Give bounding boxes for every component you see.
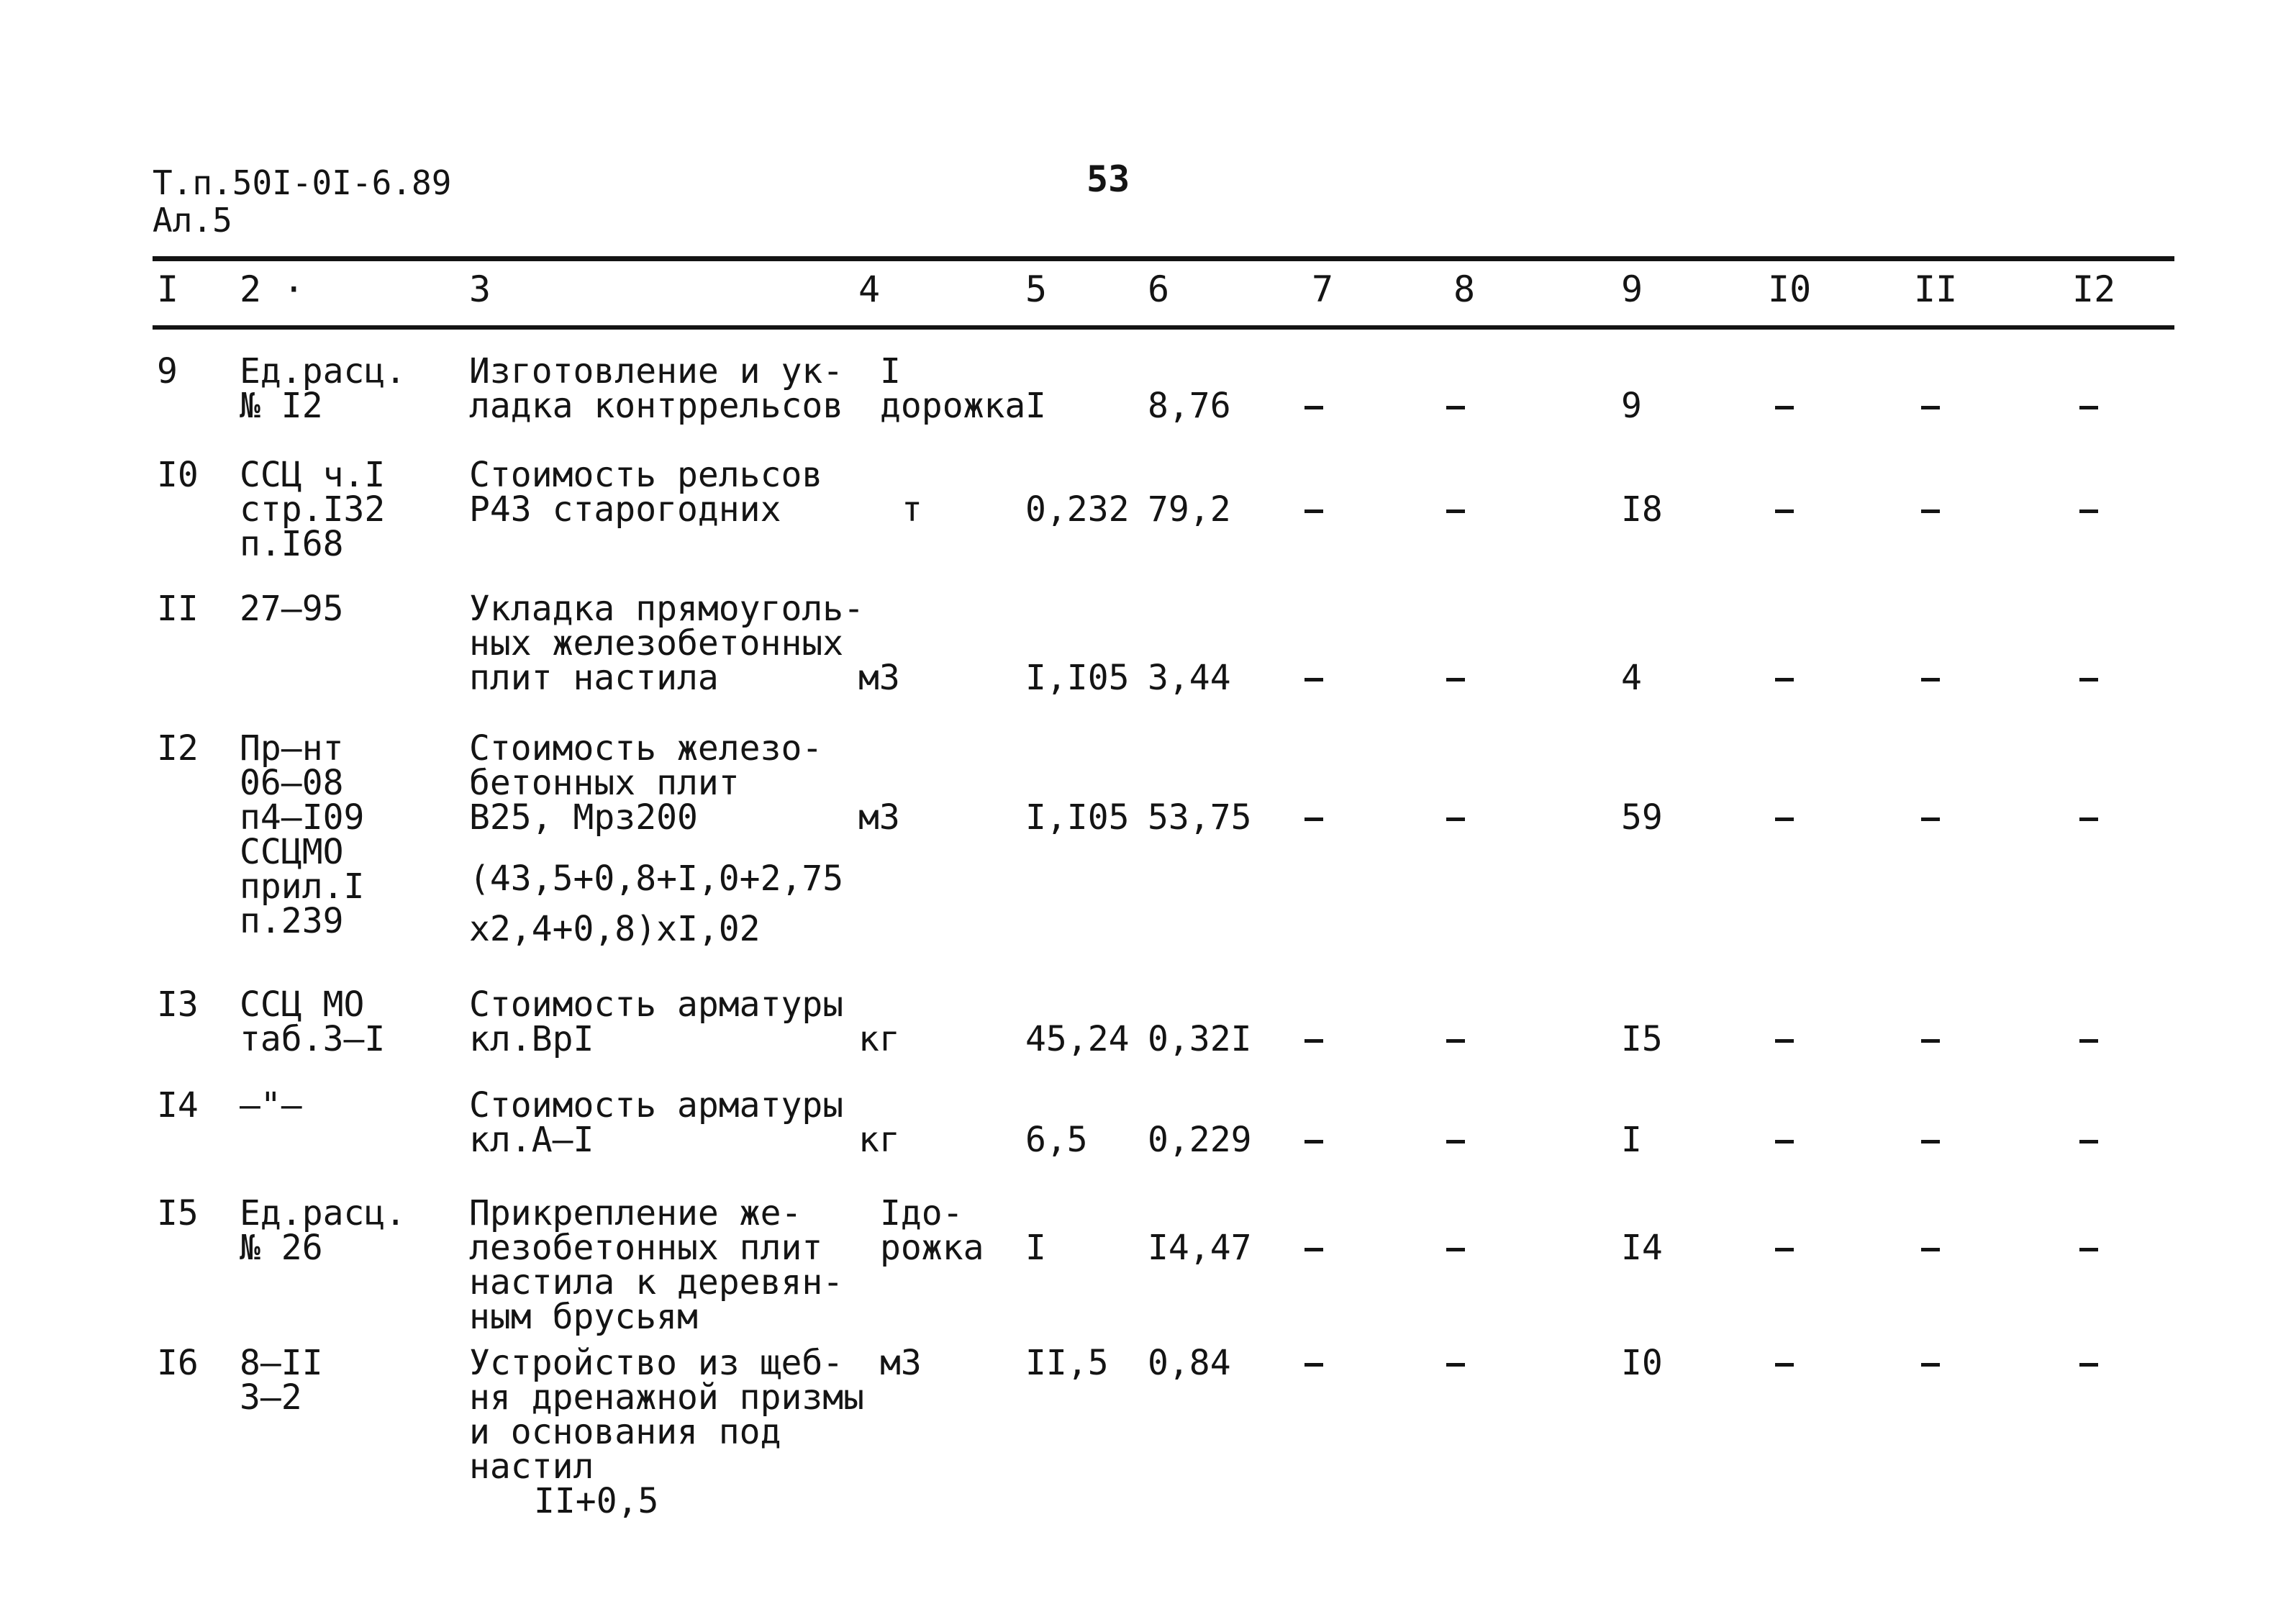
unit-cell: м3 — [880, 1343, 922, 1383]
unit-price-cell: 0,84 — [1148, 1343, 1231, 1383]
unit-price-cell: I4,47 — [1148, 1228, 1252, 1268]
empty-col-11 — [1921, 1363, 1940, 1367]
empty-col-7 — [1304, 1140, 1323, 1143]
column-header-4: 4 — [858, 268, 881, 310]
empty-col-7 — [1304, 509, 1323, 513]
empty-col-8 — [1446, 678, 1465, 681]
unit-cell: т — [902, 489, 922, 530]
formula-cell: II+0,5 — [534, 1481, 659, 1521]
unit-price-cell: 79,2 — [1148, 489, 1231, 530]
work-name-cell: Укладка прямоуголь- ных железобетонных плит настила — [469, 589, 865, 698]
empty-col-10 — [1775, 1140, 1794, 1143]
unit-cell: кг — [858, 1019, 900, 1059]
total-cell: I4 — [1621, 1228, 1663, 1268]
empty-col-8 — [1446, 1039, 1465, 1043]
basis-cell: 27–95 — [240, 589, 344, 629]
total-cell: 59 — [1621, 797, 1663, 838]
empty-col-7 — [1304, 678, 1323, 681]
row-number: I3 — [157, 984, 199, 1025]
column-header-2: 2 · — [240, 268, 305, 310]
work-name-cell: Стоимость арматуры кл.А–I — [469, 1085, 844, 1160]
unit-cell: Iдо- рожка — [880, 1193, 984, 1268]
empty-col-10 — [1775, 1363, 1794, 1367]
basis-cell: Ед.расц. № 26 — [240, 1193, 407, 1268]
empty-col-11 — [1921, 678, 1940, 681]
empty-col-8 — [1446, 509, 1465, 513]
empty-col-12 — [2079, 1140, 2098, 1143]
empty-col-11 — [1921, 1039, 1940, 1043]
column-header-10: I0 — [1768, 268, 1812, 310]
empty-col-12 — [2079, 1363, 2098, 1367]
basis-cell: ССЦ МО таб.3–I — [240, 984, 386, 1059]
column-header-1: I — [157, 268, 179, 310]
unit-cell: м3 — [858, 797, 900, 838]
work-name-cell: Стоимость арматуры кл.ВрI — [469, 984, 844, 1059]
unit-cell: кг — [858, 1120, 900, 1160]
table-top-rule — [153, 256, 2174, 261]
quantity-cell: I,I05 — [1025, 658, 1130, 698]
row-number: I0 — [157, 455, 199, 495]
empty-col-10 — [1775, 817, 1794, 821]
column-header-11: II — [1914, 268, 1958, 310]
empty-col-11 — [1921, 406, 1940, 409]
unit-price-cell: 0,32I — [1148, 1019, 1252, 1059]
unit-price-cell: 8,76 — [1148, 386, 1231, 426]
unit-price-cell: 3,44 — [1148, 658, 1231, 698]
quantity-cell: I,I05 — [1025, 797, 1130, 838]
unit-cell: I дорожка — [880, 351, 1026, 426]
row-number: I5 — [157, 1193, 199, 1233]
empty-col-7 — [1304, 1248, 1323, 1251]
basis-cell: –"– — [240, 1085, 302, 1125]
basis-cell: ССЦ ч.I стр.I32 п.I68 — [240, 455, 386, 564]
quantity-cell: 45,24 — [1025, 1019, 1130, 1059]
total-cell: 9 — [1621, 386, 1642, 426]
empty-col-8 — [1446, 1363, 1465, 1367]
album-number: Ал.5 — [153, 201, 232, 240]
empty-col-11 — [1921, 817, 1940, 821]
row-number: I6 — [157, 1343, 199, 1383]
row-number: 9 — [157, 351, 178, 391]
empty-col-8 — [1446, 1248, 1465, 1251]
column-header-12: I2 — [2072, 268, 2116, 310]
empty-col-12 — [2079, 406, 2098, 409]
total-cell: I0 — [1621, 1343, 1663, 1383]
empty-col-11 — [1921, 1140, 1940, 1143]
column-header-7: 7 — [1312, 268, 1334, 310]
quantity-cell: 0,232 — [1025, 489, 1130, 530]
unit-price-cell: 53,75 — [1148, 797, 1252, 838]
work-name-cell: Прикрепление же- лезобетонных плит настила к деревян- ным брусьям — [469, 1193, 844, 1337]
quantity-cell: 6,5 — [1025, 1120, 1088, 1160]
basis-cell: 8–II 3–2 — [240, 1343, 323, 1418]
work-name-cell: Изготовление и ук- ладка контррельсов — [469, 351, 844, 426]
basis-cell: Ед.расц. № I2 — [240, 351, 407, 426]
quantity-cell: II,5 — [1025, 1343, 1109, 1383]
quantity-cell: I — [1025, 1228, 1046, 1268]
formula-cell: (43,5+0,8+I,0+2,75 х2,4+0,8)хI,02 — [469, 859, 844, 949]
document-code: Т.п.50I-0I-6.89 — [153, 163, 452, 202]
column-header-8: 8 — [1453, 268, 1476, 310]
empty-col-8 — [1446, 817, 1465, 821]
empty-col-12 — [2079, 817, 2098, 821]
column-header-3: 3 — [469, 268, 491, 310]
unit-price-cell: 0,229 — [1148, 1120, 1252, 1160]
empty-col-10 — [1775, 678, 1794, 681]
total-cell: I8 — [1621, 489, 1663, 530]
total-cell: I — [1621, 1120, 1642, 1160]
quantity-cell: I — [1025, 386, 1046, 426]
work-name-cell: Стоимость рельсов Р43 старогодних — [469, 455, 823, 530]
document-reference — [153, 164, 451, 239]
empty-col-11 — [1921, 1248, 1940, 1251]
empty-col-11 — [1921, 509, 1940, 513]
table-header-rule — [153, 325, 2174, 330]
column-header-5: 5 — [1025, 268, 1048, 310]
empty-col-12 — [2079, 1039, 2098, 1043]
empty-col-10 — [1775, 1039, 1794, 1043]
page-number: 53 — [1086, 158, 1130, 200]
empty-col-12 — [2079, 509, 2098, 513]
empty-col-7 — [1304, 1039, 1323, 1043]
work-name-cell: Стоимость железо- бетонных плит В25, Мрз200 — [469, 728, 823, 838]
empty-col-10 — [1775, 509, 1794, 513]
column-header-6: 6 — [1148, 268, 1170, 310]
empty-col-12 — [2079, 678, 2098, 681]
basis-cell: Пр–нт 06–08 п4–I09 ССЦМО прил.I п.239 — [240, 728, 365, 941]
empty-col-8 — [1446, 1140, 1465, 1143]
column-header-9: 9 — [1621, 268, 1643, 310]
empty-col-8 — [1446, 406, 1465, 409]
empty-col-12 — [2079, 1248, 2098, 1251]
empty-col-10 — [1775, 1248, 1794, 1251]
unit-cell: м3 — [858, 658, 900, 698]
total-cell: I5 — [1621, 1019, 1663, 1059]
total-cell: 4 — [1621, 658, 1642, 698]
empty-col-10 — [1775, 406, 1794, 409]
empty-col-7 — [1304, 406, 1323, 409]
empty-col-7 — [1304, 817, 1323, 821]
row-number: II — [157, 589, 199, 629]
work-name-cell: Устройство из щеб- ня дренажной призмы и основания под настил — [469, 1343, 865, 1487]
empty-col-7 — [1304, 1363, 1323, 1367]
row-number: I4 — [157, 1085, 199, 1125]
row-number: I2 — [157, 728, 199, 769]
